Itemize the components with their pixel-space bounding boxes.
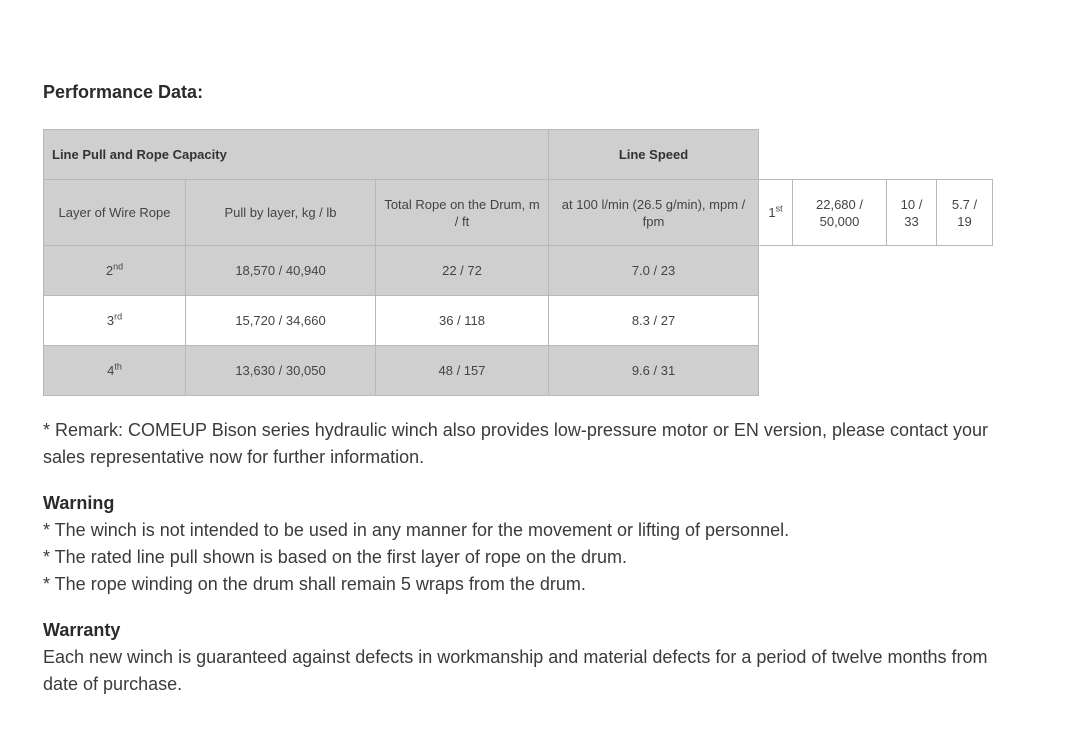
performance-data-heading: Performance Data: [43, 82, 204, 102]
rope-text: 22 / 72 [442, 263, 482, 278]
col-rope [375, 179, 549, 246]
col-layer [43, 179, 186, 246]
pull-text: 13,630 / 30,050 [235, 363, 326, 378]
header-line-speed-text: Line Speed [618, 147, 689, 162]
layer-text: 4th [107, 361, 122, 378]
first-row-layer-text: 1st [768, 203, 783, 220]
first-row-layer [758, 179, 793, 246]
rope-text: 48 / 157 [438, 363, 486, 378]
first-row-speed [936, 179, 993, 246]
table-row-4-speed [548, 345, 759, 396]
table-row-3-layer [43, 295, 186, 346]
warning-line-2: * The rated line pull shown is based on the first layer of rope on the drum. [43, 547, 627, 567]
col-layer-text: Layer of Wire Rope [58, 205, 171, 220]
speed-text: 9.6 / 31 [631, 363, 676, 378]
first-row-pull [792, 179, 887, 246]
header-line-pull-text: Line Pull and Rope Capacity [52, 147, 227, 162]
warranty-text: Each new winch is guaranteed against defects in workmanship and material defects for a period of twelve months from date of purchase. [43, 647, 988, 694]
table-row-3-rope [375, 295, 549, 346]
table-row-4-rope [375, 345, 549, 396]
first-row-pull-text: 22,680 / 50,000 [816, 196, 863, 229]
table-row-2-rope [375, 245, 549, 296]
first-row-rope [886, 179, 937, 246]
col-speed-text: at 100 l/min (26.5 g/min), mpm / fpm [561, 196, 746, 229]
col-pull [185, 179, 376, 246]
col-pull-text: Pull by layer, kg / lb [224, 205, 337, 220]
warning-line-1: * The winch is not intended to be used in any manner for the movement or lifting of personnel. [43, 520, 790, 540]
table-row-3-pull [185, 295, 376, 346]
header-line-pull [43, 129, 549, 180]
table-row-4-pull [185, 345, 376, 396]
table-row-2-speed [548, 245, 759, 296]
warning-line-3: * The rope winding on the drum shall remain 5 wraps from the drum. [43, 574, 586, 594]
remark-text: * Remark: COMEUP Bison series hydraulic winch also provides low-pressure motor or EN version, please contact your sales representative now for further information. [43, 420, 989, 467]
pull-text: 15,720 / 34,660 [235, 313, 326, 328]
warranty-title: Warranty [43, 620, 121, 640]
table-row-2-pull [185, 245, 376, 296]
table-row-2-layer [43, 245, 186, 296]
first-row-speed-text: 5.7 / 19 [951, 196, 978, 229]
first-row-rope-text: 10 / 33 [900, 196, 923, 229]
col-rope-text: Total Rope on the Drum, m / ft [384, 196, 540, 229]
layer-text: 3rd [106, 311, 123, 328]
header-line-speed [548, 129, 759, 180]
layer-text: 2nd [105, 261, 124, 278]
speed-text: 8.3 / 27 [631, 313, 676, 328]
table-row-3-speed [548, 295, 759, 346]
rope-text: 36 / 118 [438, 313, 486, 328]
speed-text: 7.0 / 23 [631, 263, 676, 278]
col-speed [548, 179, 759, 246]
table-row-4-layer [43, 345, 186, 396]
warning-title: Warning [43, 493, 115, 513]
pull-text: 18,570 / 40,940 [235, 263, 326, 278]
